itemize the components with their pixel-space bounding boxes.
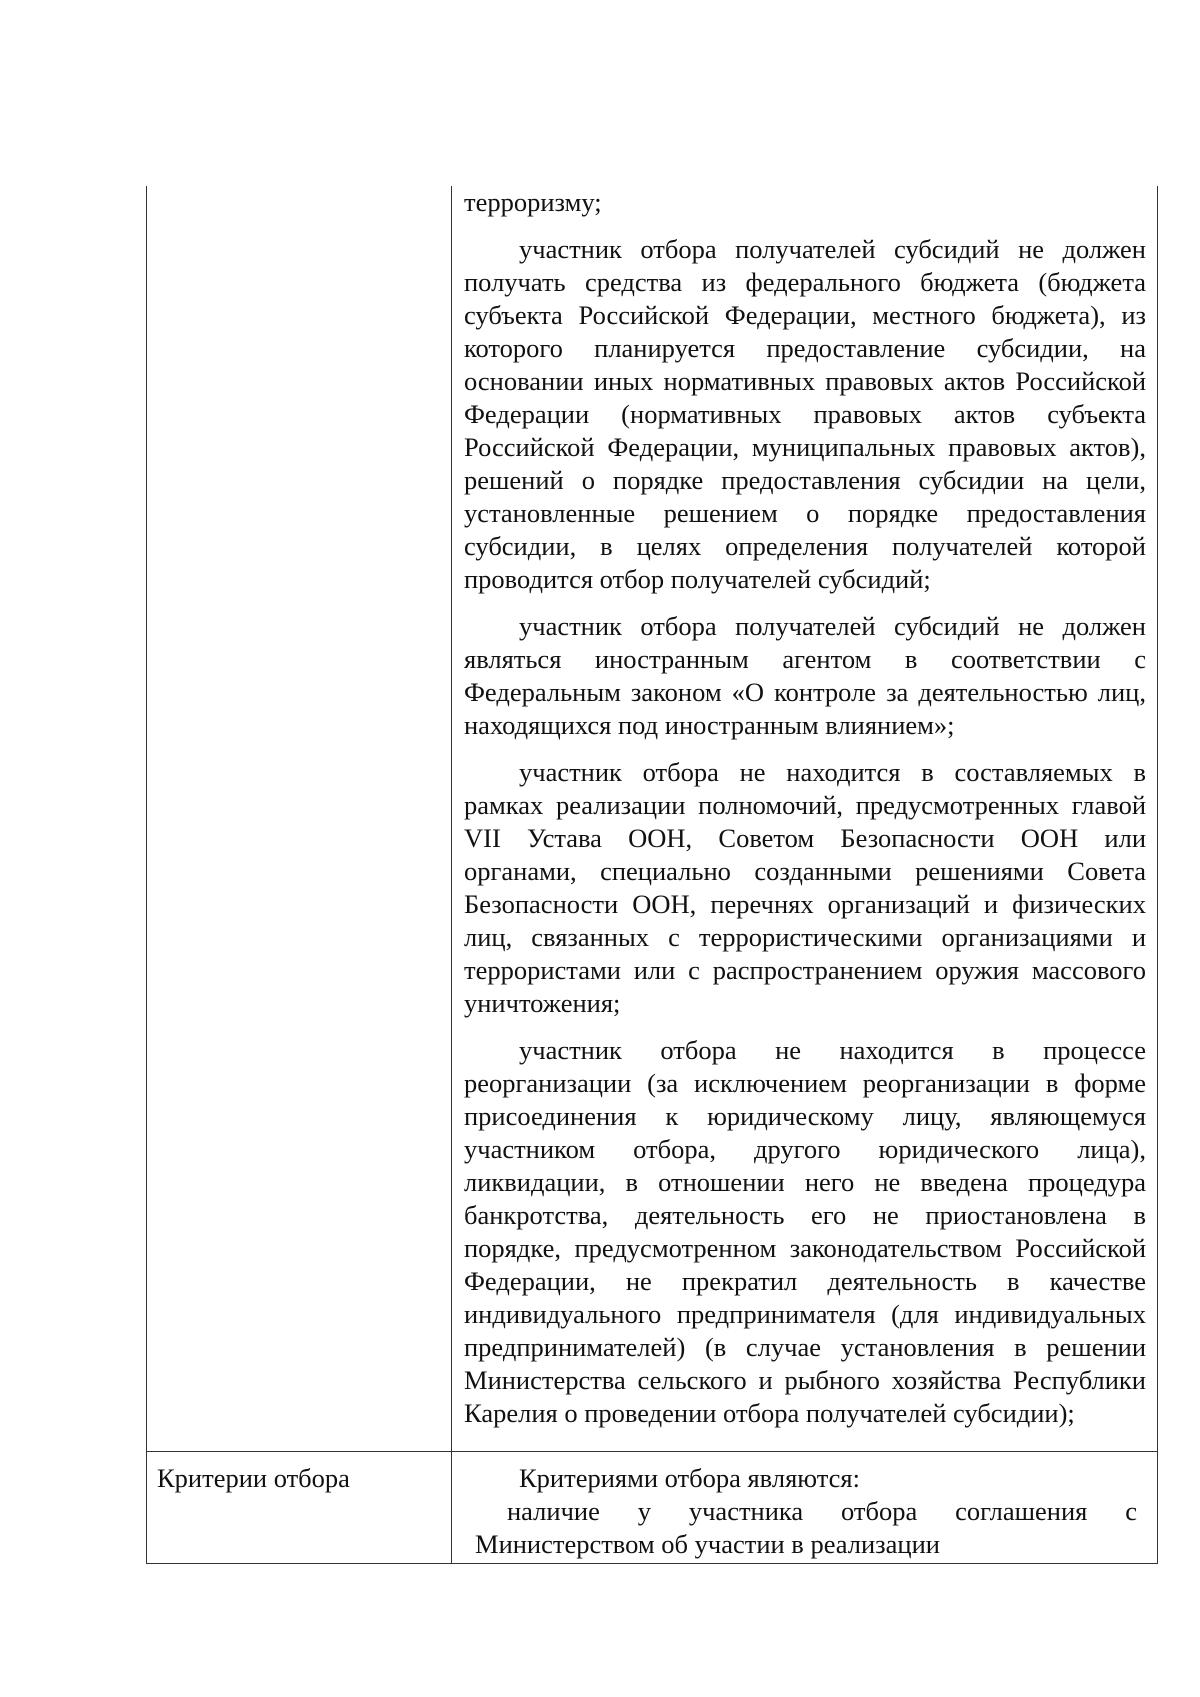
paragraph: участник отбора получателей субсидий не должен являться иностранным агентом в соответствии с Федеральным законом «О контроле за деятельностью лиц, находящихся под иностранным влиянием»; [464,611,1146,740]
table-row [147,1452,1158,1564]
paragraph: Критериями отбора являются: [519,1463,860,1493]
paragraph: участник отбора не находится в процессе реорганизации (за исключением реорганизации в форме присоединения к юридическому лицу, являющемуся участником отбора, другого юридического лица), ликвидации, в отношении него не введена процедура банкротства, деятельность его не приостановлена в порядке, предусмотренном законодательством Российской Федерации, не прекратил деятельность в качестве индивидуального предпринимателя (для индивидуальных предпринимателей) (в случае установления в решении Министерства сельского и рыбного хозяйства Республики Карелия о проведении отбора получателей субсидии); [464,1035,1146,1428]
row-label [147,186,451,196]
table-row [147,186,1158,1452]
requirements-table [146,186,1158,1564]
table-cell-left [147,1452,452,1564]
table-cell-left [147,186,452,1452]
table-cell-right [452,186,1158,1452]
paragraph: участник отбора получателей субсидий не должен получать средства из федерального бюджета (бюджета субъекта Российской Федерации, местного бюджета), из которого планируется предоставление субсидии, на основании иных нормативных правовых актов Российской Федерации (нормативных правовых актов субъекта Российской Федерации, муниципальных правовых актов), решений о порядке предоставления субсидии на цели, установленные решением о порядке предоставления субсидии, в целях определения получателей которой проводится отбор получателей субсидий; [464,234,1146,594]
paragraph: участник отбора не находится в составляемых в рамках реализации полномочий, предусмотренных главой VII Устава ООН, Советом Безопасности ООН или органами, специально созданными решениями Совета Безопасности ООН, перечнях организаций и физических лиц, связанных с террористическими организациями и террористами или с распространением оружия массового уничтожения; [464,757,1146,1018]
paragraph: наличие у участника отбора соглашения с Министерством об участии в реализации [475,1496,1137,1559]
paragraph: терроризму; [464,187,602,217]
row-label: Критерии отбора [157,1463,350,1493]
table-cell-right [452,1452,1158,1564]
